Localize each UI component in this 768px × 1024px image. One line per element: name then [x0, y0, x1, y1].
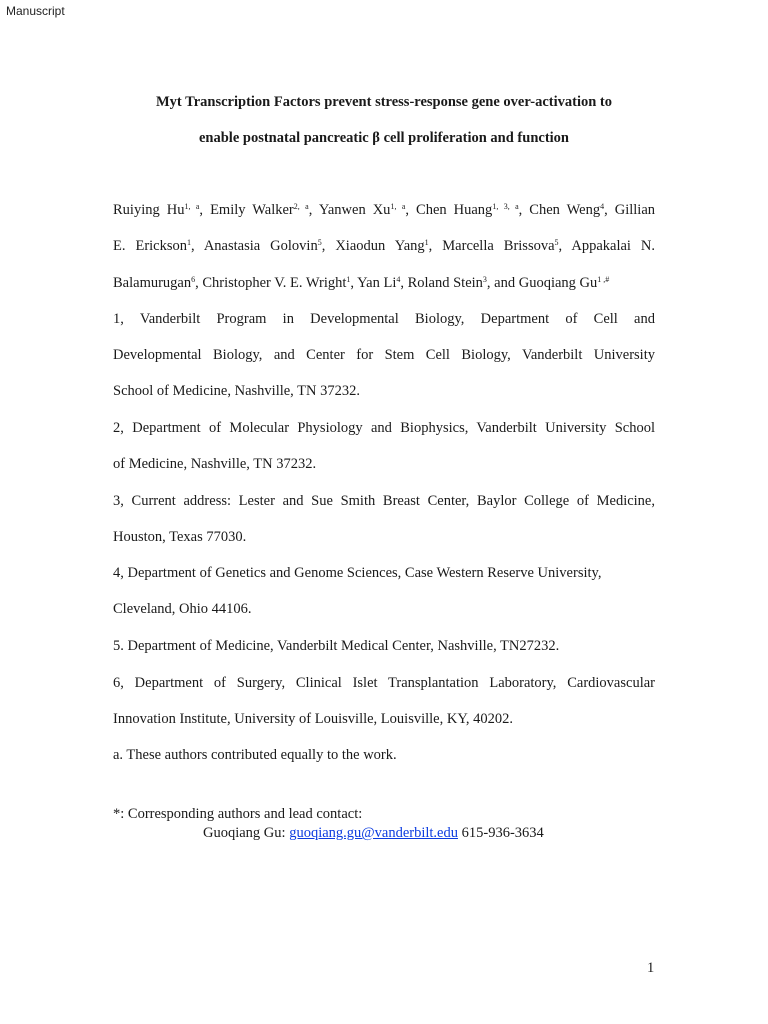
author-line-3 — [113, 275, 655, 292]
affiliation-1-line-1: 1, Vanderbilt Program in Developmental Biology, Department of Cell and — [113, 311, 655, 327]
paper-title-line-2: enable postnatal pancreatic β cell proliferation and function — [198, 130, 569, 146]
manuscript-header-label: Manuscript — [6, 4, 65, 18]
affiliation-4-line-1: 4, Department of Genetics and Genome Sciences, Case Western Reserve University, — [113, 565, 602, 581]
affiliation-6-line-1: 6, Department of Surgery, Clinical Islet Transplantation Laboratory, Cardiovascular — [113, 675, 655, 691]
affiliation-4-line-2: Cleveland, Ohio 44106. — [113, 601, 252, 617]
author-name: E. Erickson$^1$, — [113, 238, 195, 254]
author-name: Yanwen Xu$^{1, a}$, — [318, 202, 410, 218]
corresponding-author-contact — [203, 825, 544, 842]
author-name: Xiaodun Yang$^1$, — [335, 238, 433, 254]
author-name: Ruiying Hu$^{1, a}$, — [113, 202, 204, 218]
author-name: Anastasia Golovin$^5$, — [203, 238, 326, 254]
equal-contribution-note: a. These authors contributed equally to the work. — [113, 747, 397, 763]
author-name: Balamurugan$^6$, — [113, 275, 199, 291]
author-name: Roland Stein$^3$, — [407, 275, 491, 291]
author-name: Yan Li$^4$, — [357, 275, 404, 291]
affiliation-5-line-1: 5. Department of Medicine, Vanderbilt Medical Center, Nashville, TN27232. — [113, 638, 560, 654]
page-number: 1 — [647, 960, 655, 976]
author-line-1 — [113, 202, 655, 222]
affiliation-3-line-1: 3, Current address: Lester and Sue Smith Breast Center, Baylor College of Medicine, — [113, 493, 655, 509]
corresponding-author-phone: 615-936-3634 — [461, 825, 544, 841]
paper-title-line-1: Myt Transcription Factors prevent stress-response gene over-activation to — [156, 94, 612, 110]
author-name: Emily Walker$^{2, a}$, — [210, 202, 313, 218]
author-name: Christopher V. E. Wright$^1$, — [202, 275, 355, 291]
affiliation-3-line-2: Houston, Texas 77030. — [113, 529, 247, 545]
correspondence-heading: *: Corresponding authors and lead contact: — [113, 806, 363, 822]
author-conjunction: and — [494, 275, 516, 291]
corresponding-author-email-link[interactable]: guoqiang.gu@vanderbilt.edu — [289, 825, 458, 841]
author-name: Chen Huang$^{1, 3, a}$, — [416, 202, 523, 218]
affiliation-1-line-2: Developmental Biology, and Center for Stem Cell Biology, Vanderbilt University — [113, 347, 655, 363]
author-name: Guoqiang $Gu^{1 ,\#}$ — [518, 275, 610, 291]
affiliation-2-line-2: of Medicine, Nashville, TN 37232. — [113, 456, 317, 472]
author-name-fragment: Gillian — [614, 202, 655, 218]
author-name: Marcella Brissova$^5$, — [442, 238, 563, 254]
author-name: Chen Weng$^4$, — [529, 202, 608, 218]
affiliation-6-line-2: Innovation Institute, University of Louisville, Louisville, KY, 40202. — [113, 711, 514, 727]
author-line-2 — [113, 238, 655, 258]
affiliation-2-line-1: 2, Department of Molecular Physiology and Biophysics, Vanderbilt University School — [113, 420, 655, 436]
author-name-fragment: Appakalai N. — [571, 238, 655, 254]
affiliation-1-line-3: School of Medicine, Nashville, TN 37232. — [113, 383, 361, 399]
corresponding-author-name: Guoqiang Gu: — [203, 825, 286, 841]
